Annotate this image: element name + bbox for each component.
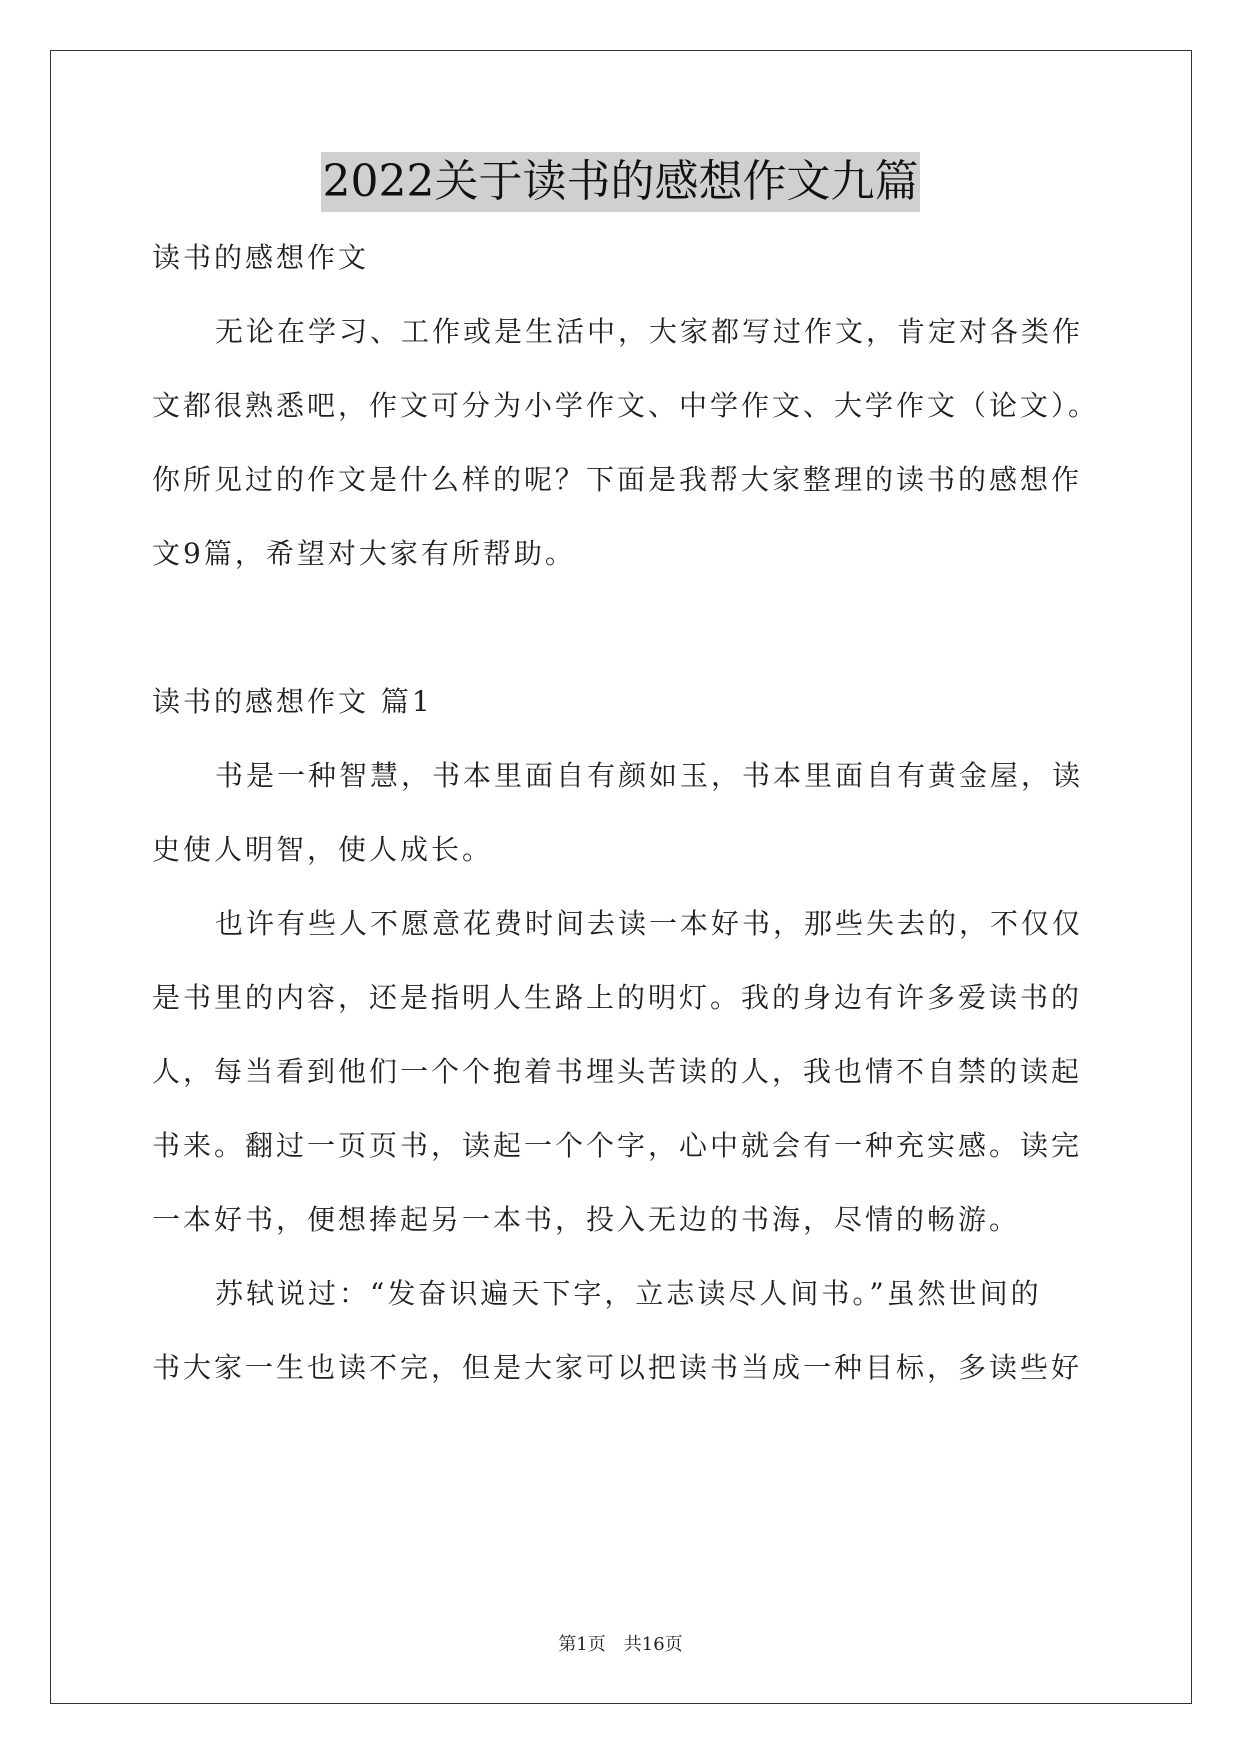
paragraph-line: 无论在学习、工作或是生活中，大家都写过作文，肯定对各类作 (215, 315, 1084, 348)
paragraph-line: 你所见过的作文是什么样的呢？下面是我帮大家整理的读书的感想作 (152, 463, 1083, 496)
paragraph-line: 书是一种智慧，书本里面自有颜如玉，书本里面自有黄金屋，读 (215, 759, 1084, 792)
paragraph-line: 苏轼说过：“发奋识遍天下字，立志读尽人间书。”虽然世间的 (215, 1277, 1042, 1310)
paragraph-line: 文都很熟悉吧，作文可分为小学作文、中学作文、大学作文（论文）。 (152, 389, 1100, 422)
section-heading: 读书的感想作文 篇1 (152, 685, 433, 718)
paragraph-line: 一本好书，便想捧起另一本书，投入无边的书海，尽情的畅游。 (152, 1203, 1021, 1236)
paragraph-line: 人，每当看到他们一个个抱着书埋头苦读的人，我也情不自禁的读起 (152, 1055, 1083, 1088)
paragraph-line: 书大家一生也读不完，但是大家可以把读书当成一种目标，多读些好 (152, 1351, 1083, 1384)
paragraph-line: 文9篇，希望对大家有所帮助。 (152, 537, 576, 570)
subtitle: 读书的感想作文 (152, 241, 370, 274)
document-title: 2022关于读书的感想作文九篇 (321, 152, 921, 212)
page-footer: 第1页 共16页 (558, 1634, 683, 1655)
title-container (0, 152, 1241, 212)
paragraph-line: 书来。翻过一页页书，读起一个个字，心中就会有一种充实感。读完 (152, 1129, 1083, 1162)
page-border (50, 50, 1192, 1704)
paragraph-line: 史使人明智，使人成长。 (152, 833, 494, 866)
paragraph-line: 也许有些人不愿意花费时间去读一本好书，那些失去的，不仅仅 (215, 907, 1084, 940)
paragraph-line: 是书里的内容，还是指明人生路上的明灯。我的身边有许多爱读书的 (152, 981, 1083, 1014)
